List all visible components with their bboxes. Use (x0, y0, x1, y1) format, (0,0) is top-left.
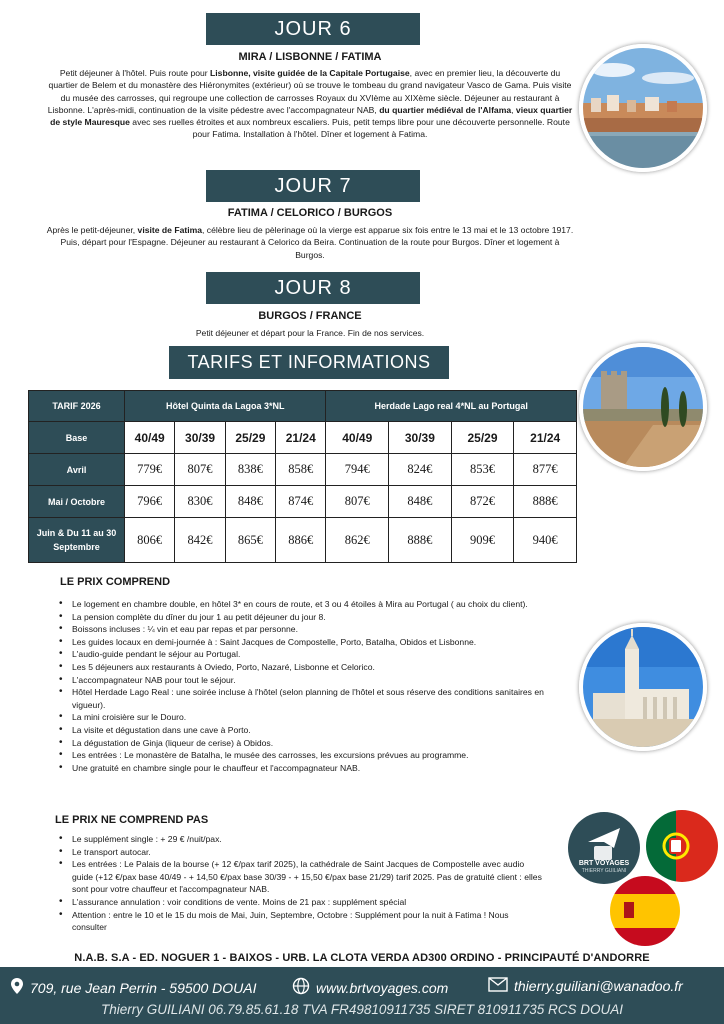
bracket-cell: 25/29 (225, 422, 275, 454)
price-cell: 794€ (326, 454, 389, 486)
hotel-header: Herdade Lago real 4*NL au Portugal (326, 391, 577, 422)
list-item: • L'accompagnateur NAB pour tout le séjour. (72, 674, 577, 687)
footer (0, 967, 724, 1024)
price-cell: 796€ (125, 486, 175, 518)
tarifs-banner: TARIFS ET INFORMATIONS (169, 346, 449, 379)
brt-voyages-logo (568, 812, 640, 884)
fatima-sanctuary-photo (579, 623, 707, 751)
price-cell: 830€ (175, 486, 225, 518)
day-6-route: MIRA / LISBONNE / FATIMA (238, 51, 382, 63)
globe-icon (292, 977, 310, 998)
footer-legal: Thierry GUILIANI 06.79.85.61.18 TVA FR49810911735 SIRET 810911735 RCS DOUAI (100, 1002, 624, 1017)
period-label: Avril (29, 454, 125, 486)
price-cell: 858€ (276, 454, 326, 486)
price-cell: 848€ (225, 486, 275, 518)
price-cell: 865€ (225, 518, 275, 563)
list-item: • La dégustation de Ginja (liqueur de cerise) à Obidos. (72, 737, 577, 750)
day-6-description: Petit déjeuner à l'hôtel. Puis route pour Lisbonne, visite guidée de la Capitale Portugaise, avec en premier lieu, la découverte du quartier de Belem et du monastère des Hiéronymites (extérieur) où se trouve le tombeau du grand navigateur Vasco de Gama. Puis visite du musée des carrosses, qui regroupe une collection de carrosses Royaux du XVIème au XIXème siècle. Déjeuner au restaurant à Lisbonne. L'après-midi, continuation de la visite pédestre avec l'accompagnateur NAB, du quartier médiéval de l'Alfama, vieux quartier de style Mauresque avec ses ruelles étroites et aux nombreux escaliers. Puis, petit temps libre pour une découverte personnelle. Route pour Fatima. Installation à l'hôtel. Dîner et logement à Fatima. (47, 68, 573, 140)
list-item: • Attention : entre le 10 et le 15 du mois de Mai, Juin, Septembre, Octobre : Supplément pour la nuit à Fatima ! Nous consulter (72, 909, 542, 934)
spain-flag-icon (610, 876, 680, 946)
base-label: Base (29, 422, 125, 454)
day-7-banner: JOUR 7 (206, 170, 420, 202)
ne-comprend-pas-title: LE PRIX NE COMPREND PAS (55, 814, 209, 826)
ne-comprend-pas-list (72, 833, 542, 934)
table-row (29, 454, 577, 486)
company-address: N.A.B. S.A - ED. NOGUER 1 - BAIXOS - URB. LA CLOTA VERDA AD300 ORDINO - PRINCIPAUTÉ D'ANDORRE (74, 952, 650, 964)
price-cell: 909€ (451, 518, 514, 563)
price-cell: 848€ (389, 486, 452, 518)
day-8-route: BURGOS / FRANCE (258, 310, 362, 322)
footer-website[interactable] (292, 977, 448, 998)
day-7-description: Après le petit-déjeuner, visite de Fatima, célèbre lieu de pèlerinage où la vierge est apparue six fois entre le 13 mai et le 13 octobre 1917. Puis, départ pour l'Espagne. Déjeuner au restaurant à Celorico da Beira. Continuation de la route pour Burgos. Dîner et logement à Burgos. (46, 225, 574, 260)
castle-photo (579, 343, 707, 471)
list-item: • La visite et dégustation dans une cave à Porto. (72, 724, 577, 737)
logo-line1: BRT VOYAGES (578, 860, 630, 867)
map-pin-icon (10, 977, 24, 998)
bracket-cell: 40/49 (326, 422, 389, 454)
list-item: • Une gratuité en chambre single pour le chauffeur et l'accompagnateur NAB. (72, 762, 577, 775)
period-label: Mai / Octobre (29, 486, 125, 518)
table-row (29, 486, 577, 518)
footer-email[interactable] (488, 977, 683, 995)
price-table (28, 390, 577, 563)
price-cell: 807€ (175, 454, 225, 486)
list-item: • Les guides locaux en demi-journée à : Saint Jacques de Compostelle, Porto, Batalha, Obidos et Lisbonne. (72, 636, 577, 649)
table-row (29, 518, 577, 563)
lisbon-city-photo (579, 44, 707, 172)
price-cell: 940€ (514, 518, 577, 563)
price-cell: 874€ (276, 486, 326, 518)
footer-address-text: 709, rue Jean Perrin - 59500 DOUAI (30, 979, 257, 996)
list-item: • Le transport autocar. (72, 846, 542, 859)
list-item: • Hôtel Herdade Lago Real : une soirée incluse à l'hôtel (selon planning de l'hôtel et sous réserve des conditions sanitaires en vigueur). (72, 686, 577, 711)
envelope-icon (488, 977, 508, 995)
list-item: • Les 5 déjeuners aux restaurants à Oviedo, Porto, Nazaré, Lisbonne et Celorico. (72, 661, 577, 674)
portugal-flag-icon (646, 810, 718, 882)
price-cell: 807€ (326, 486, 389, 518)
price-cell: 877€ (514, 454, 577, 486)
list-item: • Boissons incluses : ¼ vin et eau par repas et par personne. (72, 623, 577, 636)
price-cell: 838€ (225, 454, 275, 486)
list-item: • La mini croisière sur le Douro. (72, 711, 577, 724)
list-item: • Le logement en chambre double, en hôtel 3* en cours de route, et 3 ou 4 étoiles à Mira au Portugal ( au choix du client). (72, 598, 577, 611)
period-label: Juin & Du 11 au 30 Septembre (29, 518, 125, 563)
list-item: • L'audio-guide pendant le séjour au Portugal. (72, 648, 577, 661)
comprend-list (72, 598, 577, 774)
bracket-cell: 21/24 (276, 422, 326, 454)
list-item: • Les entrées : Le monastère de Batalha, le musée des carrosses, les excursions prévues au programme. (72, 749, 577, 762)
footer-address (10, 977, 256, 998)
comprend-title: LE PRIX COMPREND (60, 576, 171, 588)
footer-website-text[interactable]: www.brtvoyages.com (316, 979, 449, 996)
day-7-route: FATIMA / CELORICO / BURGOS (227, 207, 393, 219)
table-corner: TARIF 2026 (29, 391, 125, 422)
bracket-cell: 21/24 (514, 422, 577, 454)
logo-line2: THIERRY GUILIANI (581, 868, 627, 874)
price-cell: 888€ (514, 486, 577, 518)
day-8-banner: JOUR 8 (206, 272, 420, 304)
price-cell: 886€ (276, 518, 326, 563)
price-cell: 853€ (451, 454, 514, 486)
price-cell: 824€ (389, 454, 452, 486)
price-cell: 806€ (125, 518, 175, 563)
footer-email-text[interactable]: thierry.guiliani@wanadoo.fr (514, 978, 683, 994)
list-item: • Le supplément single : + 29 € /nuit/pax. (72, 833, 542, 846)
list-item: • L'assurance annulation : voir conditions de vente. Moins de 21 pax : supplément spécial (72, 896, 542, 909)
list-item: • Les entrées : Le Palais de la bourse (+ 12 €/pax tarif 2025), la cathédrale de Saint Jacques de Compostelle avec audio guide (+12 €/pax base 40/49 - + 14,50 €/pax base 30/39 - + 15,50 €/pax base 21/29) tarif 2025. Pas de gratuité client : elles sont pour votre chauffeur et l'accompagnateur NAB. (72, 858, 542, 896)
price-cell: 888€ (389, 518, 452, 563)
day-6-banner: JOUR 6 (206, 13, 420, 45)
price-cell: 842€ (175, 518, 225, 563)
bracket-cell: 40/49 (125, 422, 175, 454)
price-cell: 872€ (451, 486, 514, 518)
bracket-cell: 30/39 (175, 422, 225, 454)
list-item: • La pension complète du dîner du jour 1 au petit déjeuner du jour 8. (72, 611, 577, 624)
hotel-header: Hôtel Quinta da Lagoa 3*NL (125, 391, 326, 422)
price-cell: 862€ (326, 518, 389, 563)
price-cell: 779€ (125, 454, 175, 486)
bracket-cell: 25/29 (451, 422, 514, 454)
day-8-description: Petit déjeuner et départ pour la France. Fin de nos services. (195, 328, 425, 338)
bracket-cell: 30/39 (389, 422, 452, 454)
